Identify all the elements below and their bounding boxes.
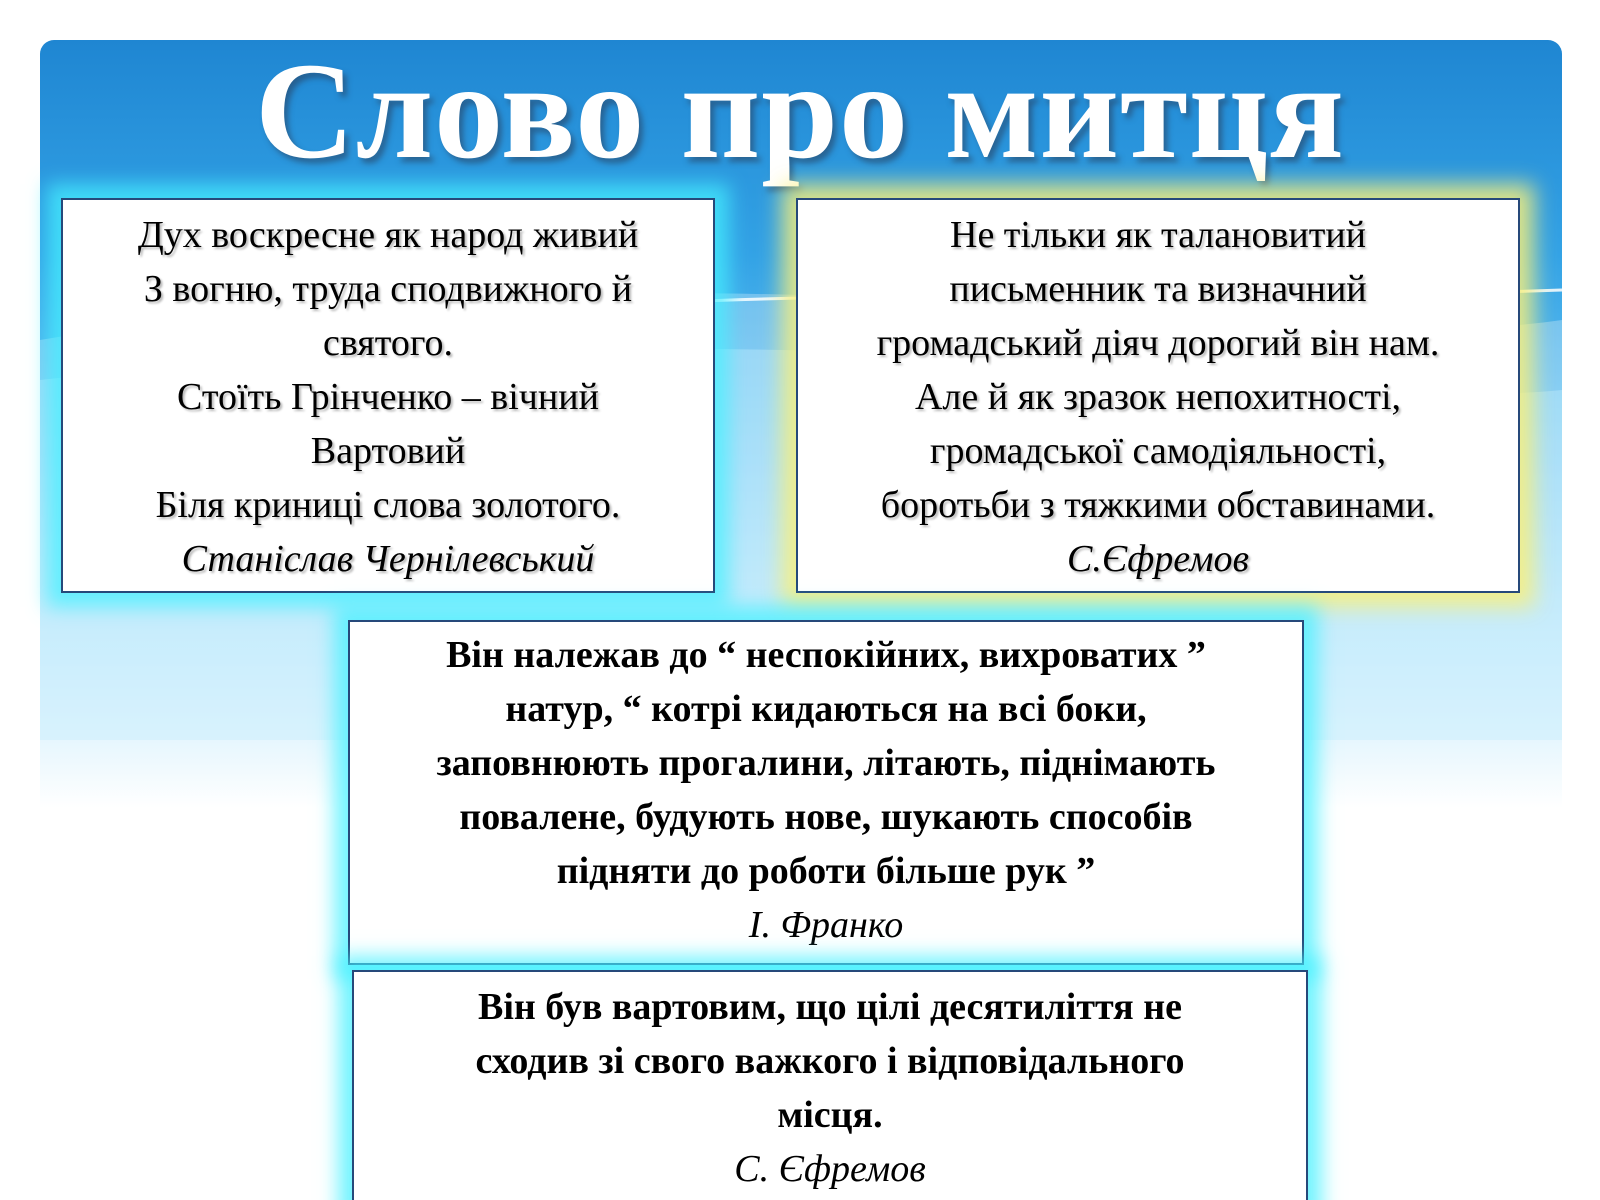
quote-card-efremov-1 <box>796 198 1520 593</box>
quote-card-efremov-2 <box>352 970 1308 1200</box>
quote-line: повалене, будують нове, шукають способів <box>459 796 1193 838</box>
quote-card-franko <box>348 620 1304 965</box>
quote-line: Він був вартовим, що цілі десятиліття не <box>477 986 1183 1028</box>
quote-line: боротьби з тяжкими обставинами. <box>880 484 1436 526</box>
quote-line: підняти до роботи більше рук ” <box>556 850 1096 892</box>
quote-line: Вартовий <box>310 430 466 472</box>
quote-line: натур, “ котрі кидаються на всі боки, <box>505 688 1147 730</box>
quote-author: І. Франко <box>748 904 904 946</box>
quote-card-chernilevsky <box>61 198 715 593</box>
quote-author: Станіслав Чернілевський <box>181 538 595 580</box>
quote-line: З вогню, труда сподвижного й <box>143 268 633 310</box>
quote-line: Але й як зразок непохитності, <box>914 376 1402 418</box>
quote-line: громадський діяч дорогий він нам. <box>876 322 1440 364</box>
quote-line: святого. <box>322 322 454 364</box>
quote-line: письменник та визначний <box>949 268 1367 310</box>
quote-line: Біля криниці слова золотого. <box>155 484 621 526</box>
quote-line: заповнюють прогалини, літають, піднімають <box>436 742 1216 784</box>
quote-author: С. Єфремов <box>734 1148 926 1190</box>
quote-line: Дух воскресне як народ живий <box>137 214 639 256</box>
quote-line: сходив зі свого важкого і відповідального <box>475 1040 1185 1082</box>
quote-line: місця. <box>777 1094 883 1136</box>
quote-author: С.Єфремов <box>1067 538 1249 580</box>
quote-line: Не тільки як талановитий <box>950 214 1366 256</box>
page-title: Слово про митця <box>255 34 1345 187</box>
quote-line: Він належав до “ неспокійних, вихроватих ” <box>446 634 1206 676</box>
quote-line: Стоїть Грінченко – вічний <box>177 376 599 418</box>
quote-line: громадської самодіяльності, <box>929 430 1387 472</box>
